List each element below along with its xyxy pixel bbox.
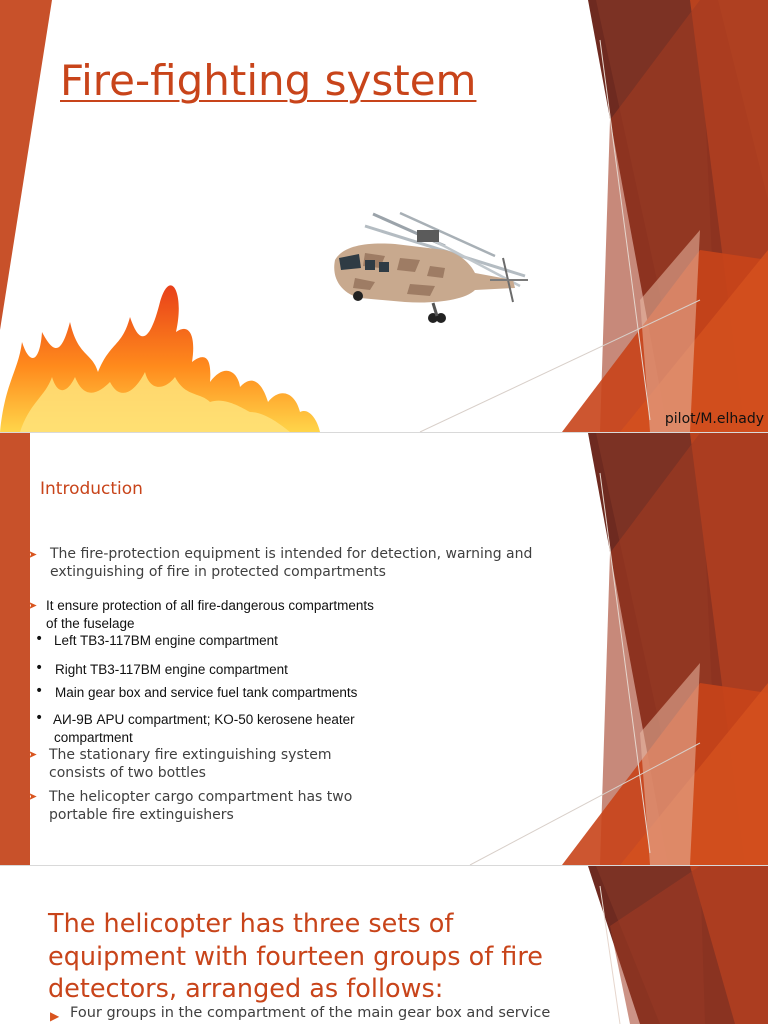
- paragraph-stationary-system: The stationary fire extinguishing system consists of two bottles: [49, 747, 332, 781]
- section-heading: Introduction: [40, 479, 143, 499]
- list-item: АИ-9В APU compartment; KO-50 kerosene heater compartment: [53, 712, 355, 745]
- helicopter-image: [325, 208, 535, 328]
- fire-flames-image: [0, 262, 320, 432]
- paragraph-cargo-extinguishers: The helicopter cargo compartment has two portable fire extinguishers: [49, 789, 353, 823]
- dot-bullet-icon: •: [35, 631, 44, 647]
- list-item: Main gear box and service fuel tank compartments: [55, 685, 358, 700]
- dot-bullet-icon: •: [35, 660, 44, 676]
- paragraph-protection: It ensure protection of all fire-dangerous compartments of the fuselage: [46, 598, 374, 631]
- arrow-bullet-icon: ➤: [28, 748, 38, 761]
- list-item: Four groups in the compartment of the main gear box and service: [70, 1005, 551, 1021]
- arrow-bullet-icon: ➤: [28, 790, 38, 803]
- slide-introduction: [0, 433, 768, 865]
- dot-bullet-icon: •: [35, 710, 44, 726]
- slide-title-text: Fire-fighting system: [60, 56, 477, 105]
- arrow-bullet-icon: ➤: [28, 599, 38, 612]
- list-item: Right TB3-117BM engine compartment: [55, 662, 288, 677]
- slide-title: [0, 0, 768, 432]
- arrow-bullet-icon: ▶: [50, 1009, 60, 1023]
- arrow-bullet-icon: ➤: [28, 548, 38, 561]
- dot-bullet-icon: •: [35, 683, 44, 699]
- list-item: Left TB3-117BM engine compartment: [54, 633, 278, 648]
- paragraph-fire-protection: The fire-protection equipment is intended for detection, warning and extinguishing of fire in protected compartments: [50, 546, 533, 580]
- slide-heading: The helicopter has three sets of equipment with fourteen groups of fire detectors, arranged as follows:: [48, 909, 543, 1004]
- author-label: pilot/M.elhady: [664, 411, 764, 427]
- slide-fire-detectors: [0, 866, 768, 1024]
